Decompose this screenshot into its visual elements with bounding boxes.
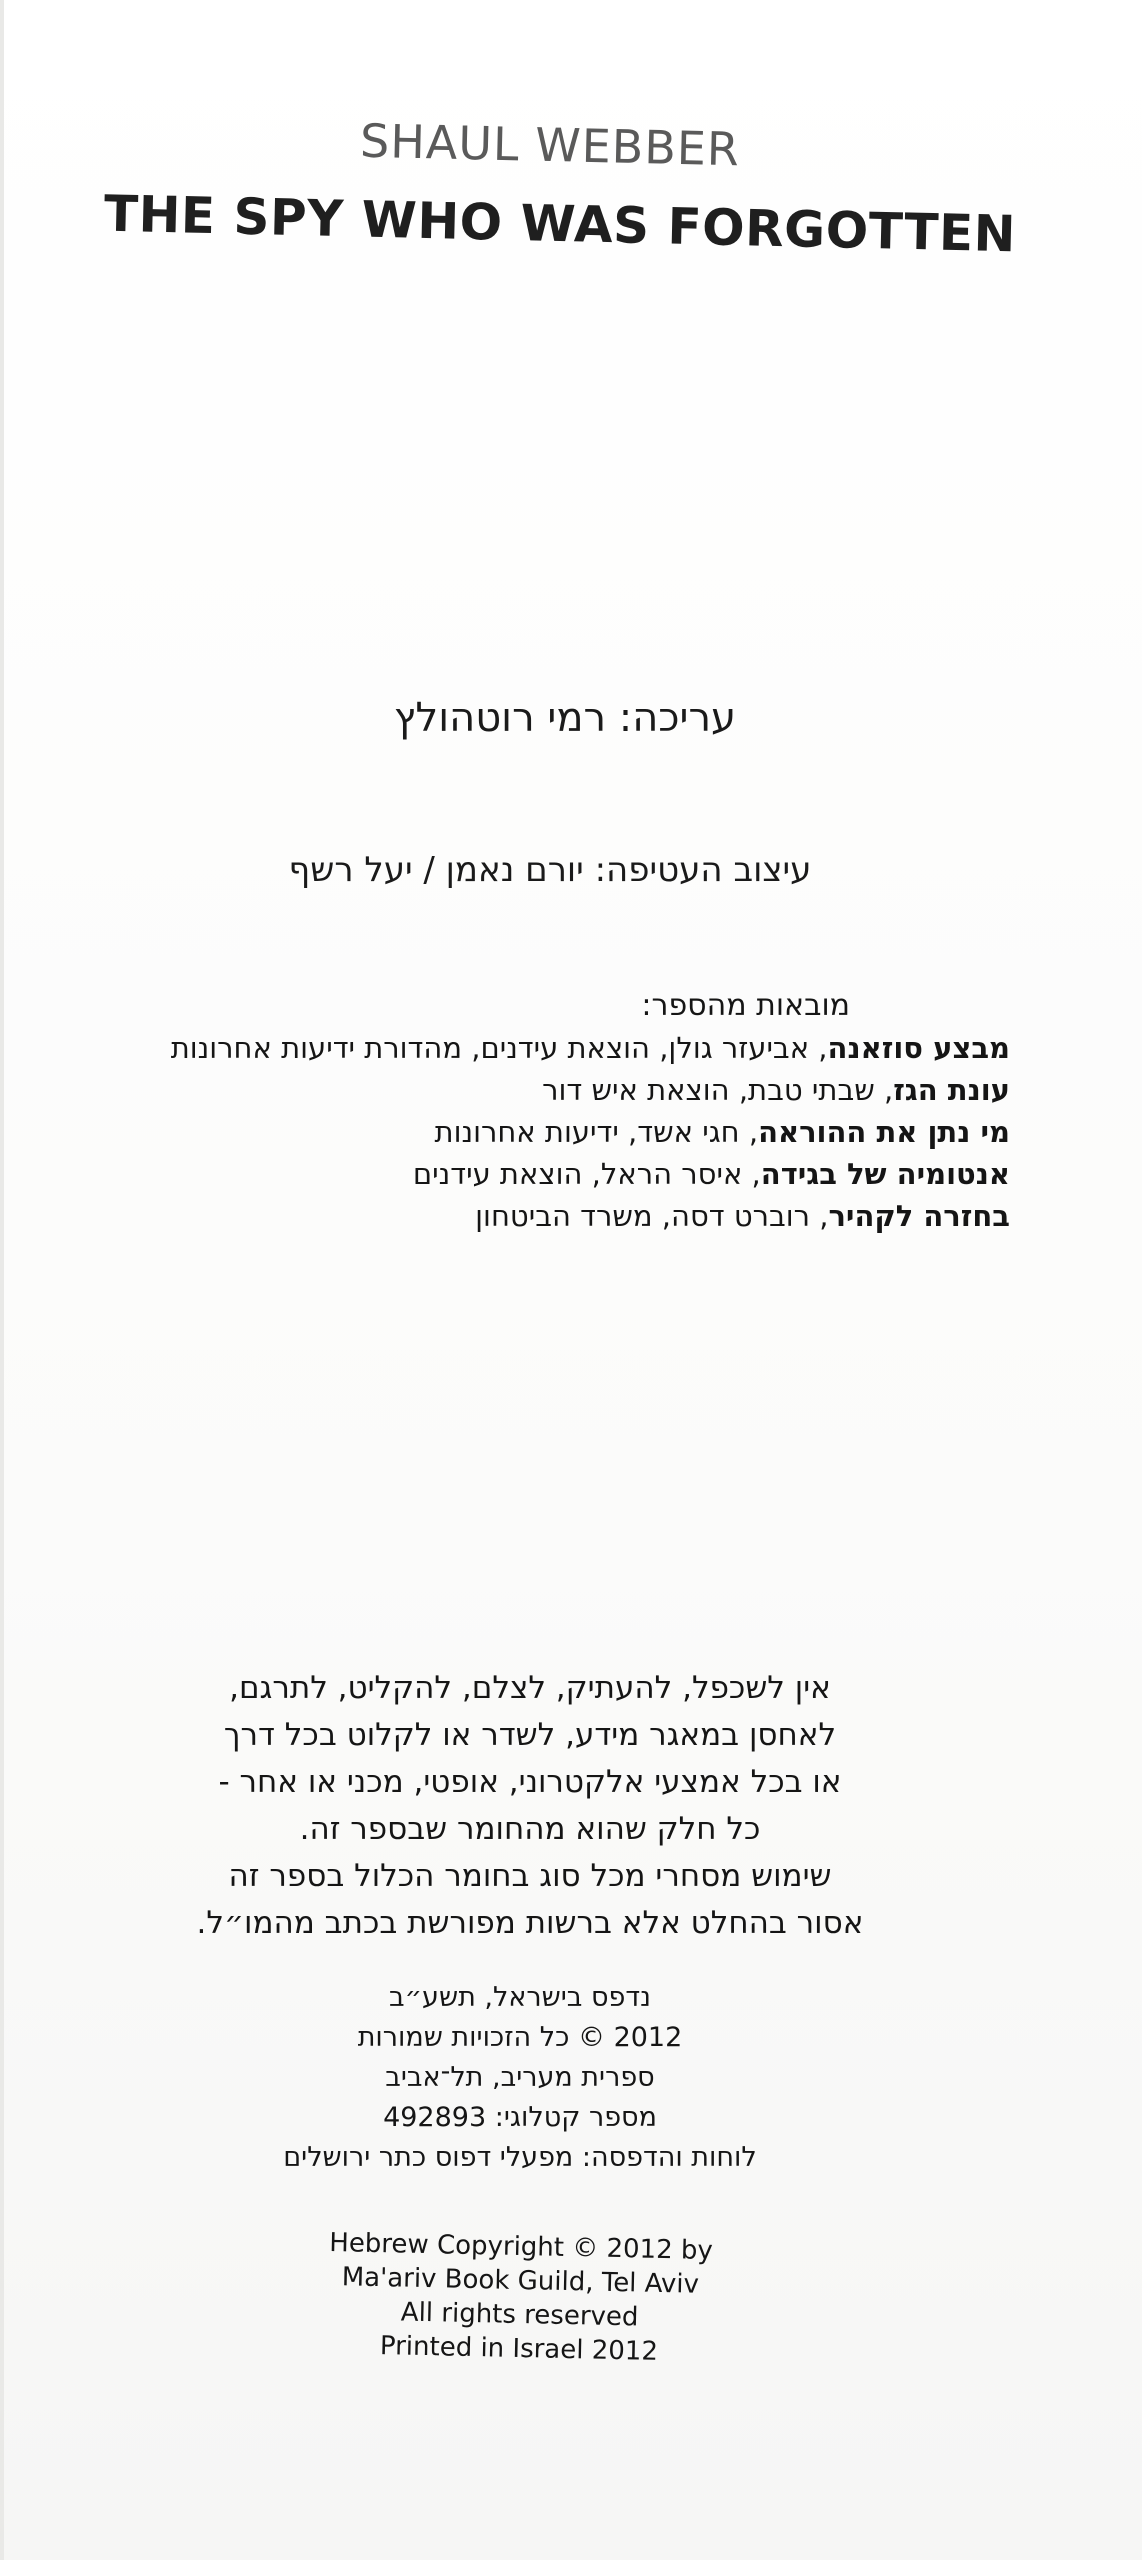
quoted-source-item <box>60 1195 1010 1237</box>
editing-credit: עריכה: רמי רוטהולץ <box>393 695 737 741</box>
publication-line: נדפס בישראל, תשע״ב <box>389 1982 651 2013</box>
source-book-title: עונת הגז <box>893 1073 1010 1107</box>
source-details: , שבתי טבת, הוצאת איש דור <box>542 1073 894 1107</box>
quoted-source-item <box>60 1111 1010 1153</box>
english-copyright-line: All rights reserved <box>400 2297 639 2333</box>
publication-line: מספר קטלוגי: 492893 <box>383 2102 657 2133</box>
quoted-sources-heading: מובאות מהספר: <box>641 988 850 1023</box>
rights-notice-line: אין לשכפל, להעתיק, לצלם, להקליט, לתרגם, <box>229 1670 831 1706</box>
source-details: , רוברט דסה, משרד הביטחון <box>475 1199 829 1233</box>
source-book-title: בחזרה לקהיר <box>828 1199 1010 1233</box>
rights-notice-line: אסור בהחלט אלא ברשות מפורשת בכתב מהמו״ל. <box>196 1905 864 1941</box>
source-details: , אביעזר גולן, הוצאת עידנים, מהדורת ידיעות אחרונות <box>170 1031 828 1065</box>
publication-line: לוחות והדפסה: מפעלי דפוס כתר ירושלים <box>283 2142 757 2173</box>
rights-notice <box>120 1665 940 1947</box>
source-book-title: אנטומיה של בגידה <box>760 1157 1010 1191</box>
page-edge-shadow <box>0 0 4 2560</box>
english-copyright-line: Hebrew Copyright © 2012 by <box>328 2227 714 2267</box>
source-book-title: מבצע סוזאנה <box>827 1031 1010 1065</box>
book-title: THE SPY WHO WAS FORGOTTEN <box>103 184 1017 264</box>
english-copyright-line: Printed in Israel 2012 <box>379 2331 659 2367</box>
source-details: , איסר הראל, הוצאת עידנים <box>412 1157 761 1191</box>
publication-line: 2012 © כל הזכויות שמורות <box>357 2022 683 2053</box>
rights-notice-line: שימוש מסחרי מכל סוג בחומר הכלול בספר זה <box>228 1858 832 1894</box>
quoted-sources <box>60 985 1010 1237</box>
rights-notice-line: או בכל אמצעי אלקטרוני, אופטי, מכני או אחר - <box>218 1764 842 1800</box>
rights-notice-line: כל חלק שהוא מהחומר שבספר זה. <box>299 1811 761 1847</box>
publication-info <box>200 1978 840 2178</box>
quoted-source-item <box>60 1153 1010 1195</box>
cover-design-credit: עיצוב העטיפה: יורם נאמן / יעל רשף <box>288 850 812 890</box>
quoted-source-item <box>60 1069 1010 1111</box>
quoted-source-item <box>60 1027 1010 1069</box>
source-book-title: מי נתן את ההוראה <box>758 1115 1010 1149</box>
rights-notice-line: לאחסן במאגר מידע, לשדר או לקלוט בכל דרך <box>223 1717 837 1753</box>
publication-line: ספרית מעריב, תל־אביב <box>385 2062 655 2093</box>
source-details: , חגי אשד, ידיעות אחרונות <box>434 1115 759 1149</box>
english-copyright <box>249 2224 792 2371</box>
author-name: SHAUL WEBBER <box>359 113 741 177</box>
english-copyright-line: Ma'ariv Book Guild, Tel Aviv <box>341 2262 700 2300</box>
